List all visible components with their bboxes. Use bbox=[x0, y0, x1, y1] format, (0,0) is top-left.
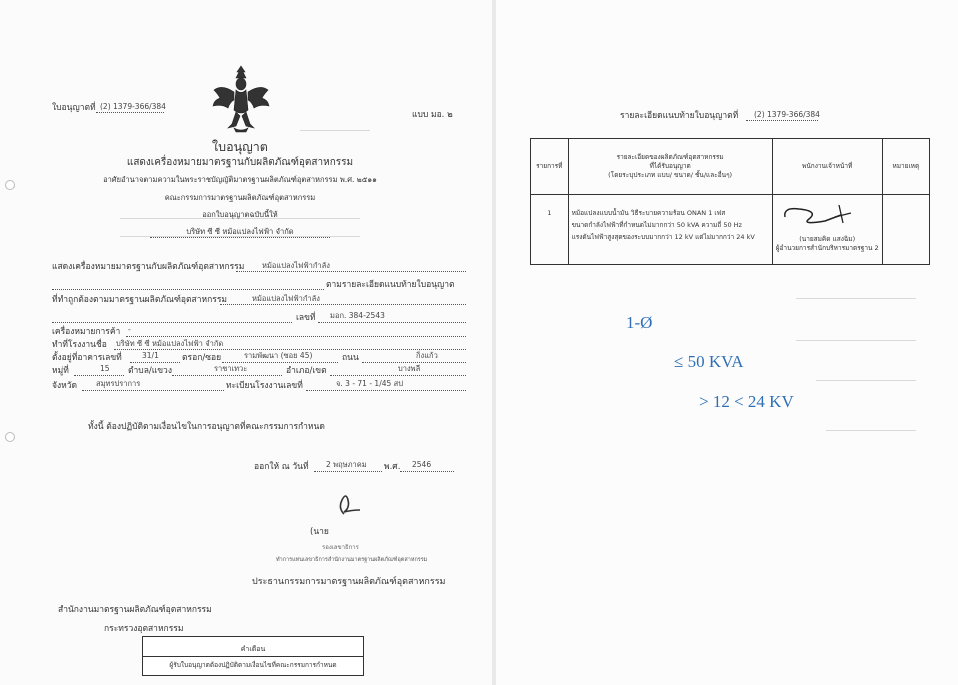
province-value: สมุทรปราการ bbox=[96, 379, 141, 388]
note-phase: 1-Ø bbox=[626, 313, 653, 332]
row-item-no: 1 bbox=[531, 195, 569, 265]
attachment-ref: ตามรายละเอียดแนบท้ายใบอนุญาต bbox=[326, 280, 455, 290]
condition-text: ทั้งนี้ ต้องปฏิบัติตามเงื่อนไขในการอนุญาตที่คณะกรรมการกำหนด bbox=[88, 422, 325, 432]
trademark-value: - bbox=[128, 325, 131, 334]
committee-line: คณะกรรมการมาตรฐานผลิตภัณฑ์อุตสาหกรรม bbox=[164, 193, 316, 202]
garuda-emblem-icon bbox=[210, 62, 272, 134]
officer-signature-icon bbox=[779, 201, 859, 227]
col-item-no: รายการที่ bbox=[531, 139, 569, 195]
warning-title: คำเตือน bbox=[240, 645, 266, 653]
form-no: แบบ มอ. ๒ bbox=[412, 110, 453, 120]
license-no-value: (2) 1379-366/384 bbox=[100, 102, 166, 111]
building-no-value: 31/1 bbox=[142, 351, 159, 360]
factory-value: บริษัท ซี ซี หม้อแปลงไฟฟ้า จำกัด bbox=[116, 339, 224, 348]
district-label: อำเภอ/เขต bbox=[286, 366, 327, 376]
number-label: เลขที่ bbox=[296, 313, 316, 323]
trademark-label: เครื่องหมายการค้า bbox=[52, 327, 121, 337]
license-no-label: ใบอนุญาตที่ bbox=[52, 103, 96, 113]
document-title: ใบอนุญาต bbox=[212, 139, 268, 154]
note-kv: > 12 < 24 KV bbox=[699, 392, 794, 411]
road-label: ถนน bbox=[342, 353, 359, 363]
authority-line: อาศัยอำนาจตามความในพระราชบัญญัติมาตรฐานผลิตภัณฑ์อุตสาหกรรม พ.ศ. ๒๕๑๑ bbox=[103, 175, 377, 184]
district-value: บางพลี bbox=[398, 364, 421, 373]
road-value: กิ่งแก้ว bbox=[416, 351, 438, 360]
factory-label: ทำที่โรงงานชื่อ bbox=[52, 340, 107, 350]
issue-be-label: พ.ศ. bbox=[384, 462, 401, 472]
standard-label: ที่ทำถูกต้องตามมาตรฐานผลิตภัณฑ์อุตสาหกรรม bbox=[52, 295, 228, 305]
issue-to-line: ออกใบอนุญาตฉบับนี้ให้ bbox=[202, 210, 278, 219]
col-officer: พนักงานเจ้าหน้าที่ bbox=[772, 139, 882, 195]
issue-day-month: 2 พฤษภาคม bbox=[326, 460, 367, 469]
signer-name: (นาย bbox=[310, 527, 329, 537]
warning-text: ผู้รับใบอนุญาตต้องปฏิบัติตามเงื่อนไขที่คณะกรรมการกำหนด bbox=[169, 661, 337, 669]
signer-position: รองเลขาธิการ bbox=[322, 544, 359, 551]
ministry-name: กระทรวงอุตสาหกรรม bbox=[104, 624, 184, 634]
soi-label: ตรอก/ซอย bbox=[182, 353, 222, 363]
col-details: รายละเอียดของผลิตภัณฑ์อุตสาหกรรม ที่ได้รับอนุญาต (โดยระบุประเภท แบบ/ ขนาด/ ชั้น/และอื่นๆ) bbox=[568, 139, 772, 195]
punch-hole bbox=[5, 180, 15, 190]
company-name: บริษัท ซี ซี หม้อแปลงไฟฟ้า จำกัด bbox=[186, 227, 294, 236]
issue-date-label: ออกให้ ณ วันที่ bbox=[254, 462, 309, 472]
row-officer: (นายสมคิด แสงฉิม) ผู้อำนวยการสำนักบริหารมาตรฐาน 2 bbox=[772, 195, 882, 265]
number-value: มอก. 384-2543 bbox=[330, 311, 385, 320]
product-value: หม้อแปลงไฟฟ้ากำลัง bbox=[262, 261, 330, 270]
signer-acting-for: ทำการแทนเลขาธิการสำนักงานมาตรฐานผลิตภัณฑ์อุตสาหกรรม bbox=[276, 557, 428, 563]
document-subtitle: แสดงเครื่องหมายมาตรฐานกับผลิตภัณฑ์อุตสาหกรรม bbox=[126, 157, 354, 168]
issue-year: 2546 bbox=[412, 460, 432, 469]
subdistrict-label: ตำบล/แขวง bbox=[128, 366, 172, 376]
attachment-header-label: รายละเอียดแนบท้ายใบอนุญาตที่ bbox=[620, 111, 739, 121]
signature-icon bbox=[330, 488, 370, 518]
attachment-header-no: (2) 1379-366/384 bbox=[754, 110, 820, 119]
soi-value: รามพัฒนา (ซอย 45) bbox=[244, 351, 313, 360]
note-kva: ≤ 50 KVA bbox=[674, 352, 744, 371]
factory-reg-label: ทะเบียนโรงงานเลขที่ bbox=[226, 381, 303, 391]
factory-reg-value: จ. 3 - 71 - 1/45 สป bbox=[336, 379, 403, 388]
moo-value: 15 bbox=[100, 364, 110, 373]
standard-value: หม้อแปลงไฟฟ้ากำลัง bbox=[252, 294, 320, 303]
punch-hole bbox=[5, 432, 15, 442]
table-row bbox=[531, 195, 930, 265]
chairman-title: ประธานกรรมการมาตรฐานผลิตภัณฑ์อุตสาหกรรม bbox=[252, 577, 446, 587]
row-details: หม้อแปลงแบบน้ำมัน วิธีระบายความร้อน ONAN 1 เฟส ขนาดกำลังไฟฟ้าที่กำหนดไม่มากกว่า 50 kVA ความถี่ 50 Hz แรงดันไฟฟ้าสูงสุดของระบบมากกว่า 12 kV แต่ไม่มากกว่า 24 kV bbox=[568, 195, 772, 265]
office-name: สำนักงานมาตรฐานผลิตภัณฑ์อุตสาหกรรม bbox=[58, 605, 212, 615]
table-header-row bbox=[531, 139, 930, 195]
row-remarks bbox=[882, 195, 929, 265]
building-no-label: ตั้งอยู่ที่อาคารเลขที่ bbox=[52, 353, 122, 363]
col-remarks: หมายเหตุ bbox=[882, 139, 929, 195]
moo-label: หมู่ที่ bbox=[52, 366, 69, 376]
details-table bbox=[530, 138, 930, 265]
province-label: จังหวัด bbox=[52, 381, 78, 391]
subdistrict-value: ราชาเทวะ bbox=[214, 364, 248, 373]
attachment-page bbox=[496, 0, 958, 685]
product-label: แสดงเครื่องหมายมาตรฐานกับผลิตภัณฑ์อุตสาหกรรม bbox=[52, 262, 245, 272]
warning-box bbox=[142, 636, 364, 676]
